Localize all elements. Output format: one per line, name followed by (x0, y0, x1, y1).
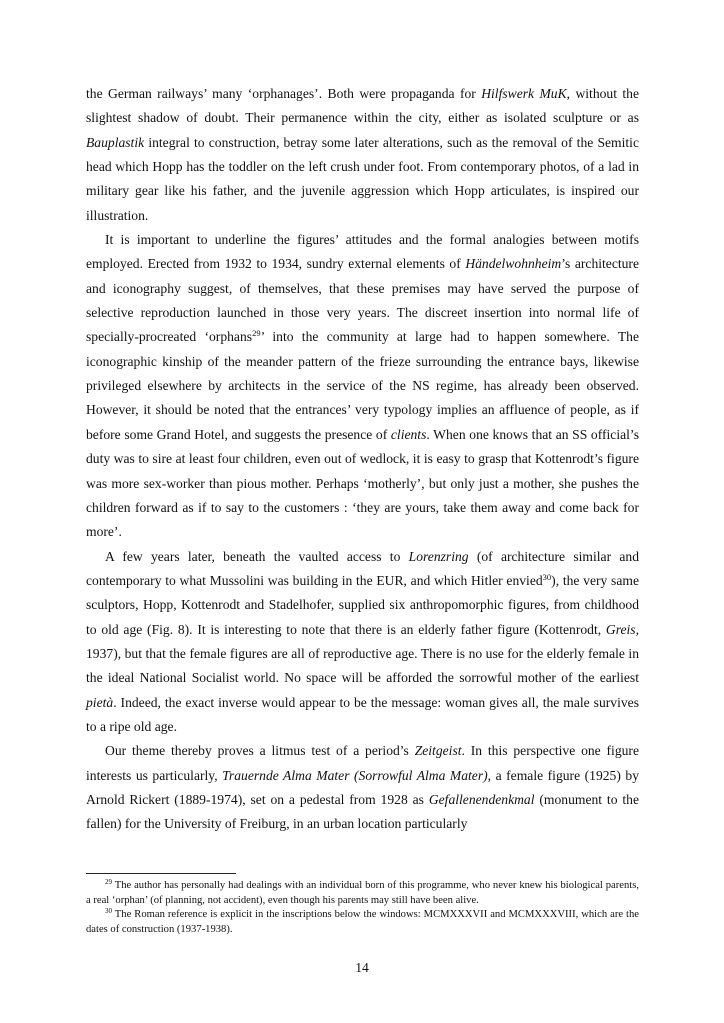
italic-term: Lorenzring (408, 548, 469, 564)
page-number: 14 (355, 960, 369, 975)
text-run: Our theme thereby proves a litmus test of a period’s (105, 743, 415, 759)
footnote-29 (86, 879, 639, 908)
paragraph-1 (86, 82, 639, 228)
italic-term: pietà (86, 694, 114, 710)
text-run: . In this perspective one figure interests us particularly, (86, 743, 639, 783)
text-run: A few years later, beneath the vaulted access to (105, 548, 409, 564)
italic-term: Trauernde Alma Mater (Sorrowful Alma Mater) (222, 767, 488, 783)
footnote-divider (86, 873, 236, 874)
italic-term: Gefallenendenkmal (428, 791, 535, 807)
text-run: , without the slightest shadow of doubt. Their permanence within the city, either as isolated sculpture or as (86, 86, 639, 126)
text-run: , 1937), but that the female figures are all of reproductive age. There is no use for the elderly female in the ideal National Socialist world. No space will be afforded the sorrowful mother of the earliest (86, 621, 639, 686)
text-run: (monument to the fallen) for the University of Freiburg, in an urban location particularly (86, 791, 639, 832)
italic-term: Greis (605, 621, 636, 637)
footnote-number: 29 (105, 878, 112, 886)
text-run: ’s architecture and iconography suggest, of themselves, that these premises may have served the purpose of selective reproduction launched in those very years. The discreet insertion into normal life of specially-procreated ‘orphans (86, 256, 639, 345)
italic-term: Zeitgeist (414, 743, 462, 759)
italic-term: clients (390, 426, 427, 442)
footnote-ref-29[interactable]: 29 (252, 328, 261, 339)
italic-term: Hilfswerk MuK (481, 86, 567, 101)
text-run: . Indeed, the exact inverse would appear to be the message: woman gives all, the male survives to a ripe old age. (86, 694, 639, 734)
text-run: (of architecture similar and contemporary to what Mussolini was building in the EUR, and which Hitler envied (86, 548, 639, 588)
footnote-number: 30 (105, 907, 112, 916)
text-run: . When one knows that an SS official’s duty was to sire at least four children, even out of wedlock, it is easy to grasp that Kottenrodt’s figure was more sex-worker than pious mother. Perhaps ‘motherly’, but only just a mother, she pushes the children forward as if to say to the customers : ‘they are yours, take them away and come back for more’. (86, 426, 639, 540)
text-run: ’ into the community at large had to happen somewhere. The iconographic kinship of the meander pattern of the frieze surrounding the entrance bays, likewise privileged elsewhere by architects in the service of the NS regime, has already been observed. However, it should be noted that the entrances’ very typology implies an affluence of people, as if before some Grand Hotel, and suggests the presence of (86, 329, 639, 442)
paragraph-2 (86, 228, 639, 544)
footnote-30 (86, 908, 639, 937)
footnote-text: The Roman reference is explicit in the inscriptions below the windows: MCMXXXVII and MCMXXXVIII, which are the dates of construction (1937-1938). (86, 909, 639, 935)
paragraph-3 (86, 545, 639, 740)
italic-term: Bauplastik (86, 134, 145, 150)
paragraph-4 (86, 739, 639, 836)
text-run: It is important to underline the figures’ attitudes and the formal analogies between motifs employed. Erected from 1932 to 1934, sundry external elements of (86, 232, 639, 272)
italic-term: Händelwohnheim (465, 256, 562, 272)
text-run: the German railways’ many ‘orphanages’. Both were propaganda for (86, 86, 482, 101)
body-text (86, 82, 639, 837)
text-run: integral to construction, betray some later alterations, such as the removal of the Semitic head which Hopp has the toddler on the left crush under foot. From contemporary photos, of a lad in military gear like his father, and the juvenile aggression which Hopp articulates, is inspired our illustration. (86, 134, 639, 223)
footnotes (86, 879, 639, 937)
footnote-text: The author has personally had dealings with an individual born of this programme, who never knew his biological parents, a real ‘orphan’ (of planning, not accident), even though his parents may still have been alive. (86, 880, 639, 906)
text-run: ), the very same sculptors, Hopp, Kottenrodt and Stadelhofer, supplied six anthropomorphic figures, from childhood to old age (Fig. 8). It is interesting to note that there is an elderly father figure (Kottenrodt, (86, 572, 639, 637)
footnote-ref-30[interactable]: 30 (542, 571, 552, 582)
text-run: , a female figure (1925) by Arnold Rickert (1889-1974), set on a pedestal from 1928 as (86, 767, 639, 807)
